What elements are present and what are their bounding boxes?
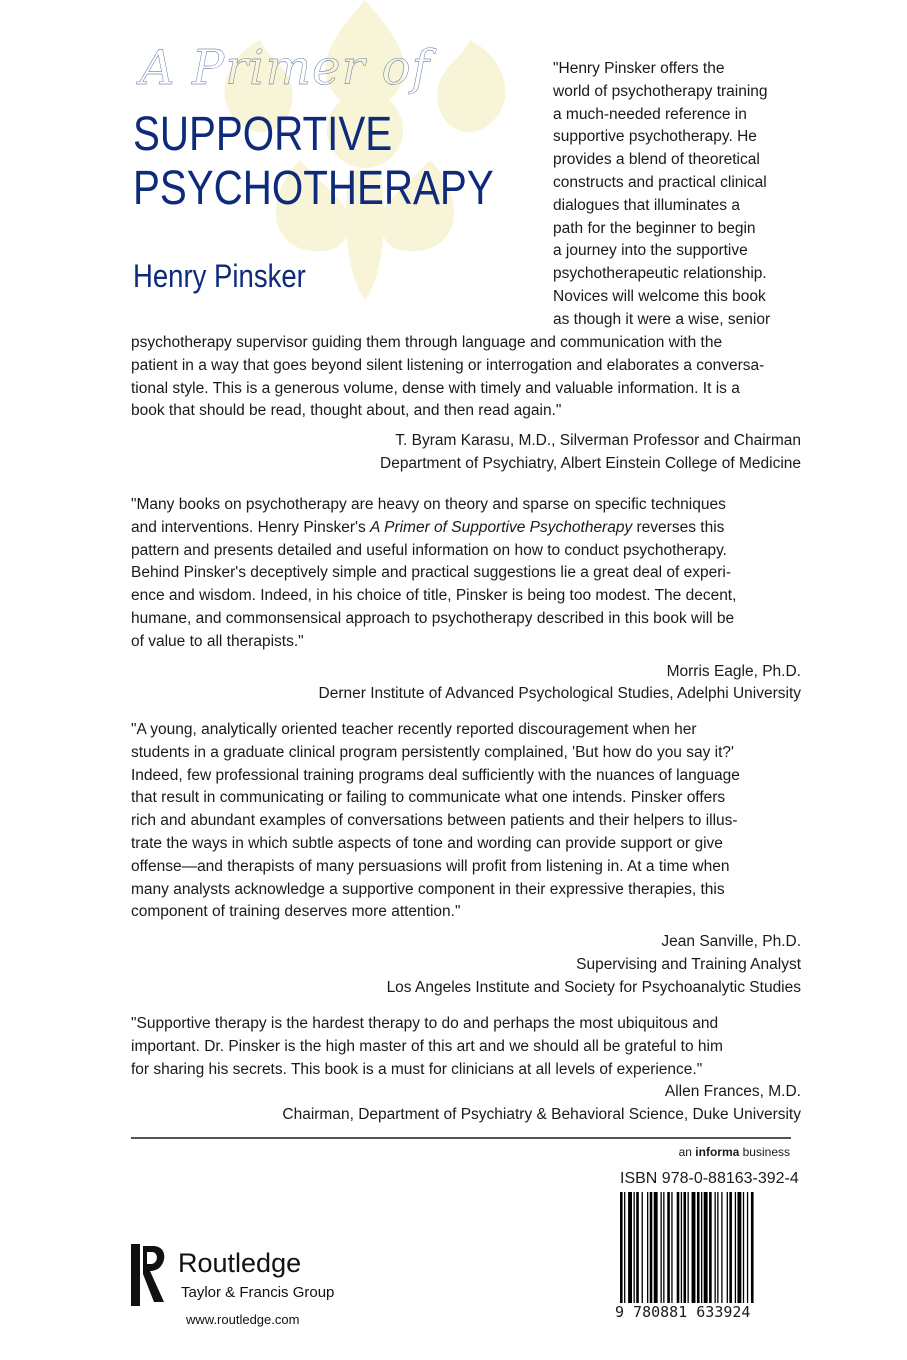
divider [131, 1137, 791, 1139]
publisher-group: Taylor & Francis Group [181, 1284, 335, 1301]
quote-line: Indeed, few professional training programs deal sufficiently with the nuances of language [131, 766, 740, 784]
quote-line: dialogues that illuminates a [553, 196, 740, 214]
quote-line: "Henry Pinsker offers the [553, 60, 725, 77]
quote-line: "Many books on psychotherapy are heavy on theory and sparse on specific techniques [131, 496, 726, 513]
barcode [620, 1192, 795, 1304]
book-title-italic: A Primer of Supportive Psychotherapy [370, 518, 633, 536]
quote-line: for sharing his secrets. This book is a must for clinicians at all levels of experience." [131, 1060, 703, 1078]
title-script: A Primer of [140, 40, 431, 96]
quote-line: and interventions. Henry Pinsker's A Primer of Supportive Psychotherapy reverses this [131, 518, 725, 536]
attribution-line: Supervising and Training Analyst [576, 955, 801, 973]
quote4-attribution [131, 1081, 801, 1127]
quote-line: tional style. This is a generous volume, dense with timely and valuable information. It is a [131, 379, 740, 397]
attribution-line: Jean Sanville, Ph.D. [661, 933, 801, 951]
quote-line: psychotherapy supervisor guiding them through language and communication with the [131, 334, 723, 351]
quote-line: provides a blend of theoretical [553, 151, 760, 169]
quote-line: students in a graduate clinical program persistently complained, 'But how do you say it?' [131, 743, 734, 761]
quote-line: important. Dr. Pinsker is the high master of this art and we should all be grateful to him [131, 1037, 723, 1055]
attribution-line: Allen Frances, M.D. [664, 1083, 801, 1101]
quote4 [131, 1013, 801, 1127]
routledge-logo-icon [131, 1244, 167, 1306]
barcode-digits: 9 780881 633924 [615, 1303, 795, 1321]
quote2 [131, 494, 801, 706]
quote-line: Novices will welcome this book [553, 287, 766, 305]
quote-line: patient in a way that goes beyond silent listening or interrogation and elaborates a conversa- [131, 356, 765, 374]
quote-line: as though it were a wise, senior [553, 310, 771, 328]
quote-line: psychotherapeutic relationship. [553, 265, 767, 283]
author-name: Henry Pinsker [133, 258, 306, 294]
quote-line: book that should be read, thought about, and then read again." [131, 402, 562, 420]
quote-line: world of psychotherapy training [553, 82, 768, 100]
quote-line: humane, and commonsensical approach to psychotherapy described in this book will be [131, 609, 735, 627]
quote-line: pattern and presents detailed and useful information on how to conduct psychotherapy. [131, 541, 727, 559]
quote2-attribution [131, 661, 801, 707]
quote1-attribution [131, 430, 801, 476]
attribution-line: Los Angeles Institute and Society for Psychoanalytic Studies [386, 978, 801, 996]
quote-line: constructs and practical clinical [553, 173, 767, 191]
quote-line: "A young, analytically oriented teacher recently reported discouragement when her [131, 721, 697, 738]
title-line-1: SUPPORTIVE [133, 108, 393, 161]
informa-business-tag: an informa business [678, 1145, 790, 1159]
attribution-line: Derner Institute of Advanced Psychological Studies, Adelphi University [318, 685, 801, 703]
isbn: ISBN 978-0-88163-392-4 [620, 1170, 799, 1187]
quote-line: supportive psychotherapy. He [553, 128, 757, 146]
attribution-line: Department of Psychiatry, Albert Einstein College of Medicine [380, 454, 801, 472]
quote-line: ence and wisdom. Indeed, in his choice of title, Pinsker is being too modest. The decent, [131, 587, 737, 605]
attribution-line: T. Byram Karasu, M.D., Silverman Professor and Chairman [395, 432, 801, 450]
quote-line: "Supportive therapy is the hardest therapy to do and perhaps the most ubiquitous and [131, 1015, 719, 1032]
quote-line: trate the ways in which subtle aspects of tone and wording can provide support or give [131, 834, 723, 852]
quote3-attribution [131, 931, 801, 999]
title-line-2: PSYCHOTHERAPY [133, 162, 494, 215]
publisher-website[interactable]: www.routledge.com [186, 1312, 300, 1327]
publisher-name: Routledge [178, 1248, 302, 1278]
quote-line: a journey into the supportive [553, 242, 748, 260]
quote1-continuation [131, 332, 801, 476]
quote3 [131, 719, 801, 1000]
attribution-line: Morris Eagle, Ph.D. [666, 662, 801, 680]
quote-line: of value to all therapists." [131, 632, 304, 650]
quote-line: path for the beginner to begin [553, 219, 756, 237]
quote-line: Behind Pinsker's deceptively simple and practical suggestions lie a great deal of experi- [131, 564, 732, 582]
quote-line: a much-needed reference in [553, 105, 747, 123]
quote-line: rich and abundant examples of conversations between patients and their helpers to illus- [131, 812, 738, 830]
quote-line: component of training deserves more attention." [131, 903, 461, 921]
quote-line: that result in communicating or failing to communicate what one intends. Pinsker offers [131, 789, 726, 807]
book-title [133, 108, 494, 216]
attribution-line: Chairman, Department of Psychiatry & Behavioral Science, Duke University [282, 1106, 801, 1124]
quote-line: many analysts acknowledge a supportive component in their expressive therapies, this [131, 880, 725, 898]
quote1-right-column [553, 58, 803, 332]
quote-line: offense—and therapists of many persuasions will profit from listening in. At a time when [131, 857, 730, 875]
